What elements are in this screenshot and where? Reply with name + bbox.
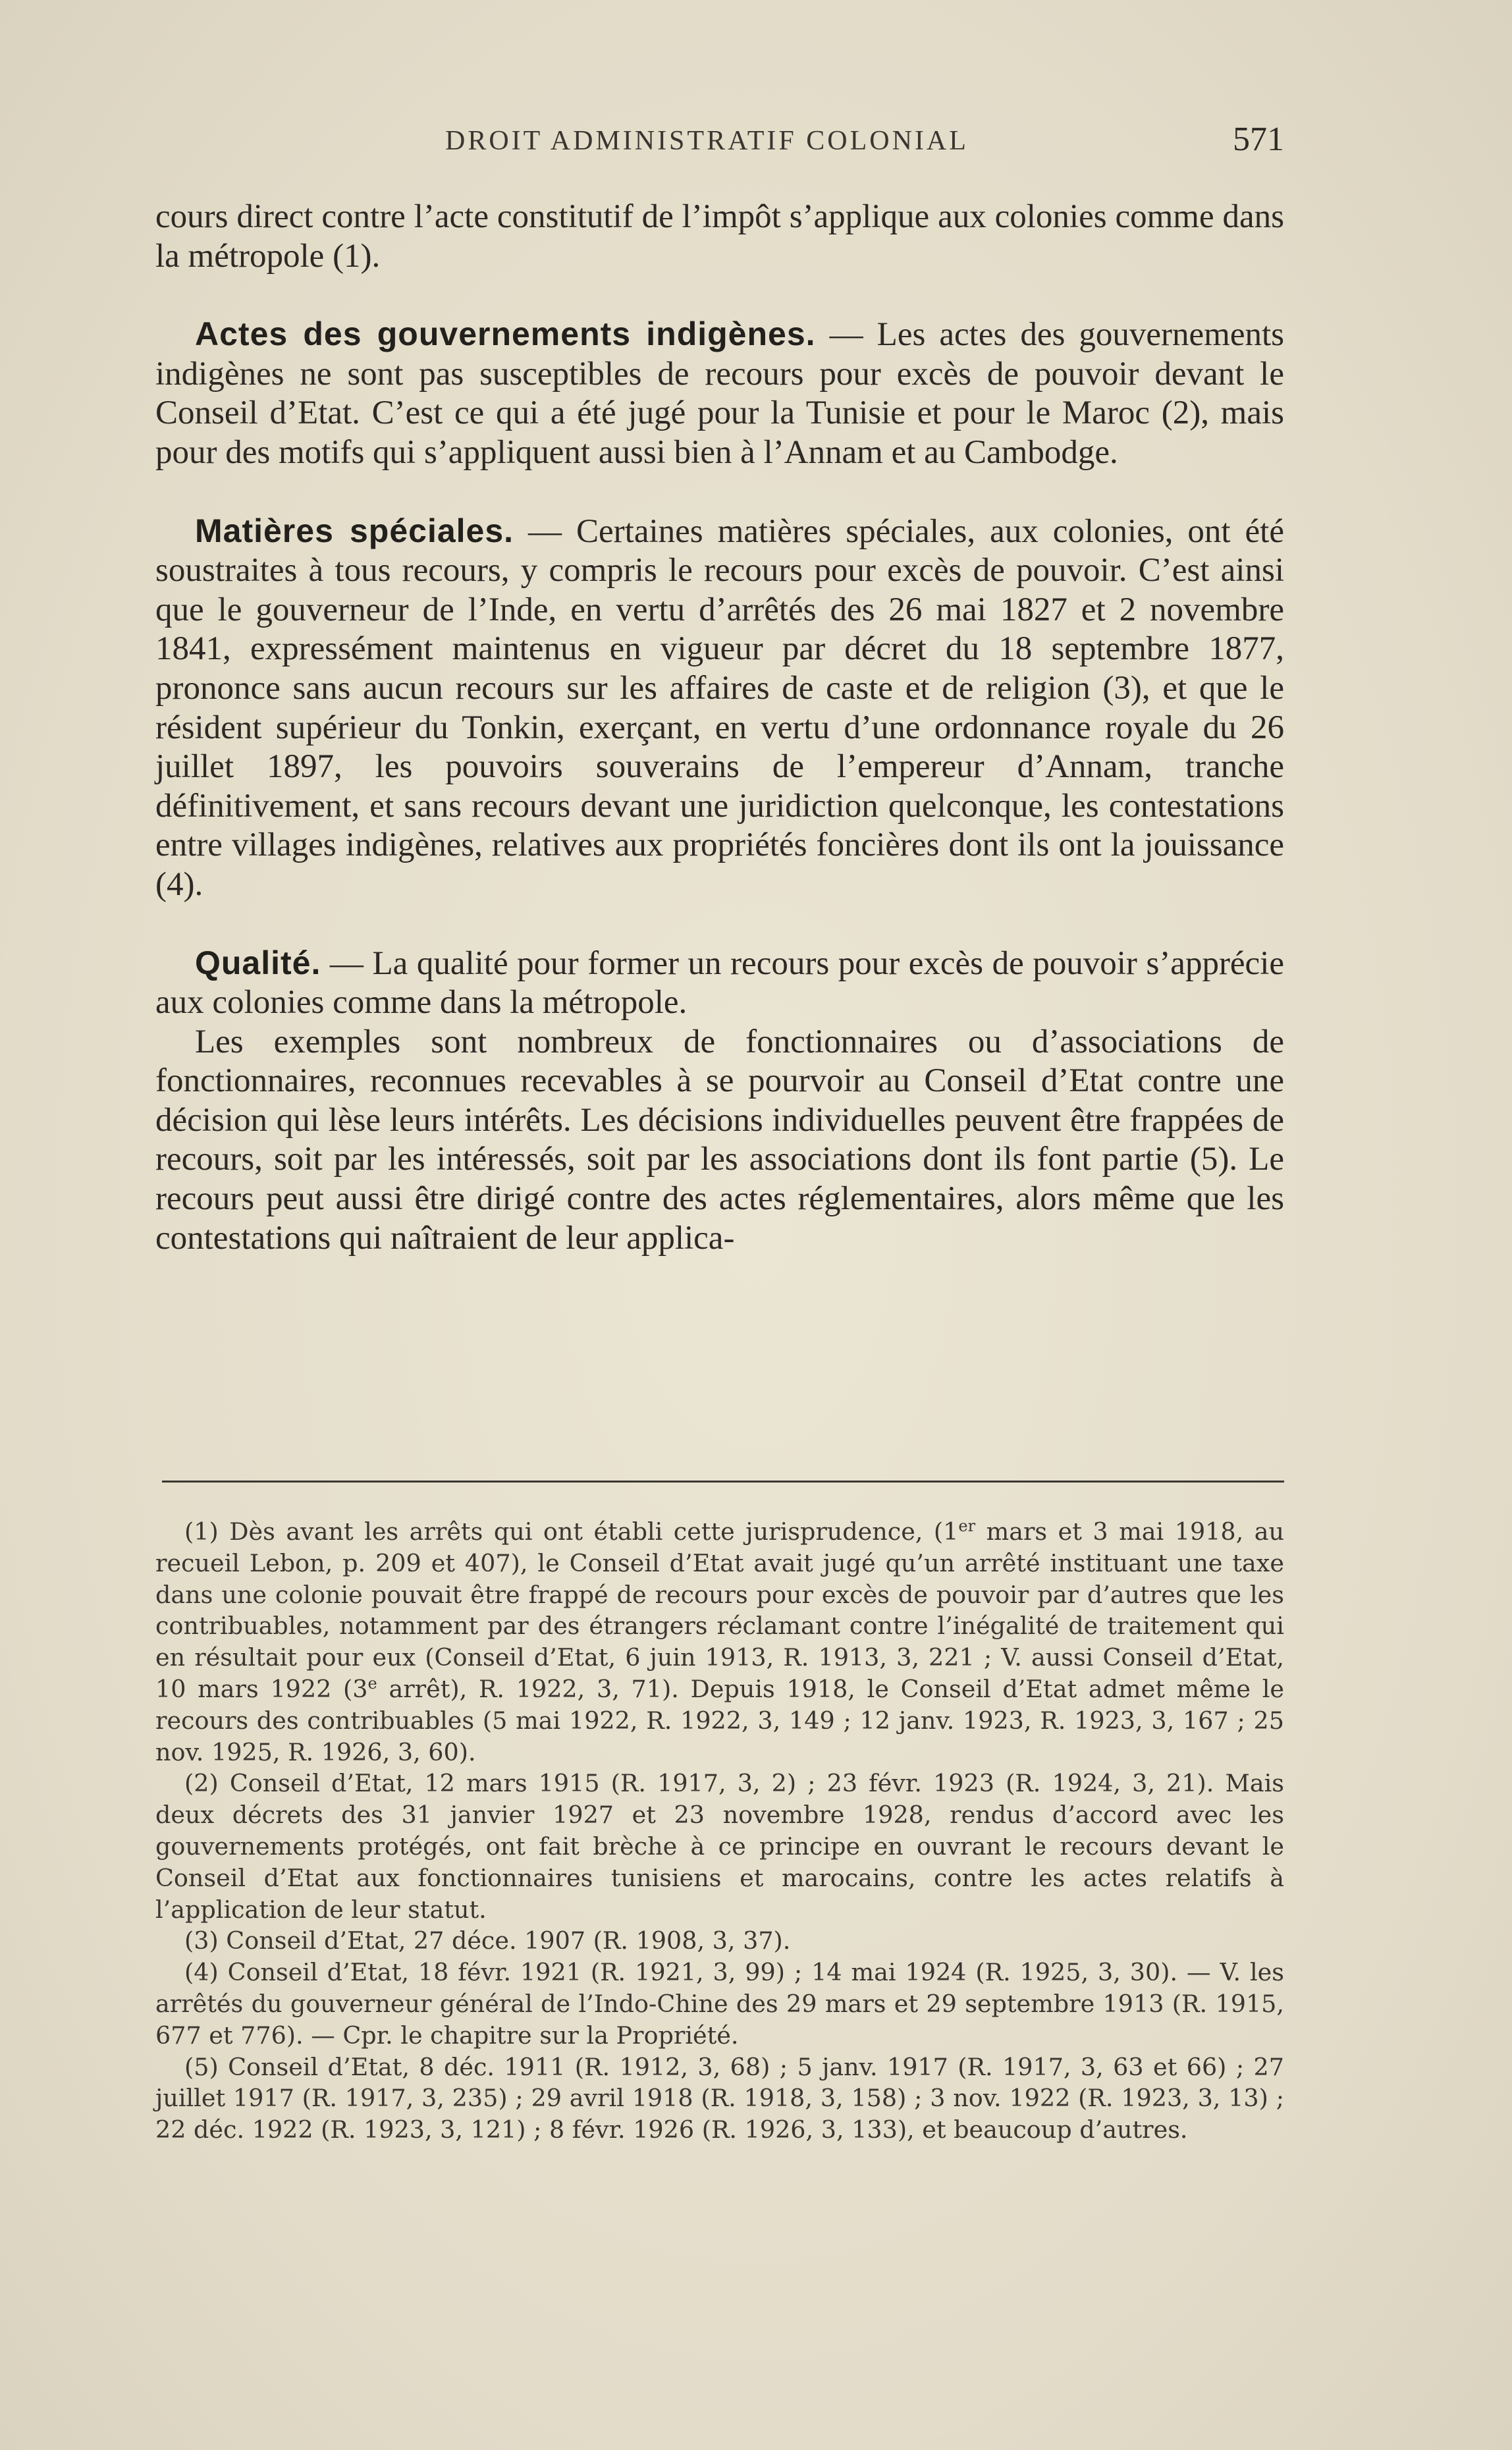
paragraph-text: — La qualité pour former un recours pour excès de pouvoir s’apprécie aux colonies comme dans la métropole. <box>155 944 1284 1021</box>
paragraph-text: Les exemples sont nombreux de fonctionnaires ou d’associations de fonctionnaires, reconnues recevables à se pourvoir au Conseil d’Etat contre une décision qui lèse leurs intérêts. Les décisions individuelles peuvent être frappées de recours, soit par les intéressés, soit par les associations dont ils font partie (5). Le recours peut aussi être dirigé contre des actes réglementaires, alors même que les contestations qui naîtraient de leur applica- <box>155 1023 1284 1257</box>
page-number: 571 <box>1233 121 1284 158</box>
footnote-4: (4) Conseil d’Etat, 18 févr. 1921 (R. 1921, 3, 99) ; 14 mai 1924 (R. 1925, 3, 30). — V. les arrêtés du gouverneur général de l’Indo-Chine des 29 mars et 29 septembre 1913 (R. 1915, 677 et 776). — Cpr. le chapitre sur la Propriété. <box>155 1958 1284 2050</box>
main-text <box>155 198 1284 1258</box>
section-heading: Actes des gouvernements indigènes. <box>195 315 816 353</box>
footnotes <box>155 1516 1284 2146</box>
paragraph-matieres-speciales <box>155 512 1284 905</box>
section-heading: Qualité. <box>195 944 321 981</box>
footnote-divider <box>162 1481 1284 1483</box>
superscript: e <box>367 1674 377 1693</box>
paragraph-text: — Les actes des gouvernements indigènes ne sont pas susceptibles de recours pour excès de pouvoir devant le Conseil d’Etat. C’est ce qui a été jugé pour la Tunisie et pour le Maroc (2), mais pour des motifs qui s’appliquent aussi bien à l’Annam et au Cambodge. <box>155 316 1285 471</box>
footnote-2: (2) Conseil d’Etat, 12 mars 1915 (R. 1917, 3, 2) ; 23 févr. 1923 (R. 1924, 3, 21). Mais deux décrets des 31 janvier 1927 et 23 novembre 1928, rendus d’accord avec les gouvernements protégés, ont fait brèche à ce principe en ouvrant le recours devant le Conseil d’Etat aux fonctionnaires tunisiens et marocains, contre les actes relatifs à l’application de leur statut. <box>155 1769 1284 1924</box>
running-title: DROIT ADMINISTRATIF COLONIAL <box>445 126 969 156</box>
superscript: er <box>958 1516 976 1535</box>
paragraph-exemples <box>155 1023 1284 1259</box>
footnote-5: (5) Conseil d’Etat, 8 déc. 1911 (R. 1912, 3, 68) ; 5 janv. 1917 (R. 1917, 3, 63 et 66) ; 27 juillet 1917 (R. 1917, 3, 235) ; 29 avril 1918 (R. 1918, 3, 158) ; 3 nov. 1922 (R. 1923, 3, 13) ; 22 déc. 1922 (R. 1923, 3, 121) ; 8 févr. 1926 (R. 1926, 3, 133), et beaucoup d’autres. <box>155 2052 1284 2144</box>
paragraph-qualite <box>155 944 1284 1023</box>
paragraph-text: cours direct contre l’acte constitutif de l’impôt s’applique aux colonies comme dans la métropole (1). <box>155 198 1284 275</box>
page-header <box>155 121 1284 171</box>
footnote-text: (1) Dès avant les arrêts qui ont établi cette jurisprudence, (1 <box>184 1517 959 1546</box>
footnote-1 <box>155 1516 1284 1768</box>
footnote-3: (3) Conseil d’Etat, 27 déce. 1907 (R. 1908, 3, 37). <box>184 1926 791 1955</box>
paragraph-continuation <box>155 198 1284 276</box>
paragraph-text: — Certaines matières spéciales, aux colonies, ont été soustraites à tous recours, y compris le recours pour excès de pouvoir. C’est ainsi que le gouverneur de l’Inde, en vertu d’arrêtés des 26 mai 1827 et 2 novembre 1841, expressément maintenus en vigueur par décret du 18 septembre 1877, prononce sans aucun recours sur les affaires de caste et de religion (3), et que le résident supérieur du Tonkin, exerçant, en vertu d’une ordonnance royale du 26 juillet 1897, les pouvoirs souverains de l’empereur d’Annam, tranche définitivement, et sans recours devant une juridiction quelconque, les contestations entre villages indigènes, relatives aux propriétés foncières dont ils ont la jouissance (4). <box>155 512 1284 903</box>
footnote-text: arrêt), R. 1922, 3, 71). Depuis 1918, le Conseil d’Etat admet même le recours des contribuables (5 mai 1922, R. 1922, 3, 149 ; 12 janv. 1923, R. 1923, 3, 167 ; 25 nov. 1925, R. 1926, 3, 60). <box>155 1674 1285 1766</box>
section-heading: Matières spéciales. <box>195 512 514 549</box>
footnote-text: mars et 3 mai 1918, au recueil Lebon, p. 209 et 407), le Conseil d’Etat avait jugé qu’un arrêté instituant une taxe dans une colonie pouvait être frappé de recours pour excès de pouvoir par d’autres que les contribuables, notamment par des étrangers réclamant contre l’inégalité de traitement qui en résultait pour eux (Conseil d’Etat, 6 juin 1913, R. 1913, 3, 221 ; V. aussi Conseil d’Etat, 10 mars 1922 (3 <box>155 1517 1284 1703</box>
paragraph-actes-gouvernements <box>155 315 1284 472</box>
